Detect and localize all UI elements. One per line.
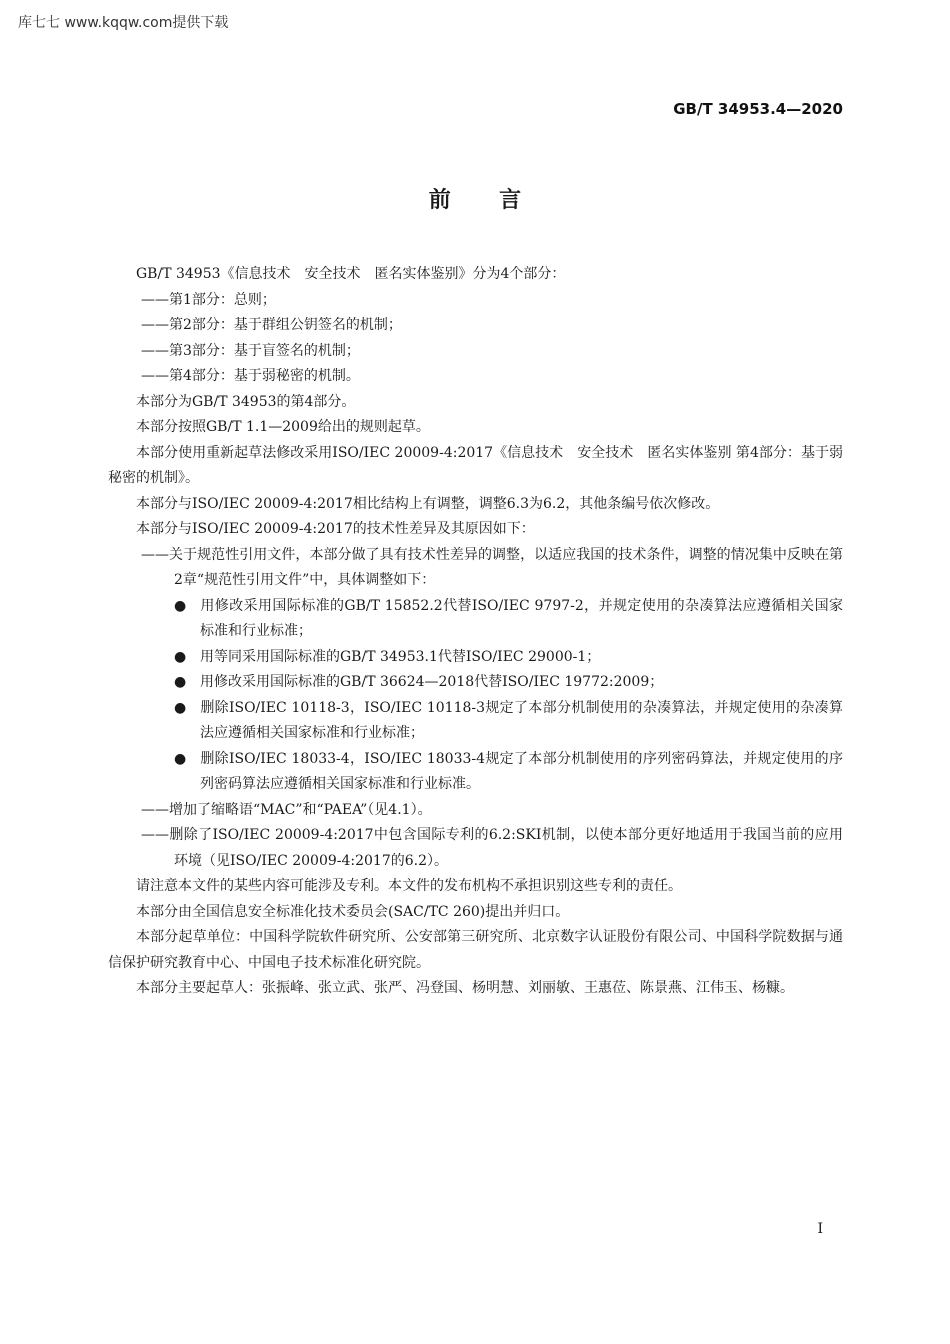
paragraph: GB/T 34953《信息技术 安全技术 匿名实体鉴别》分为4个部分： — [136, 266, 566, 282]
bullet-item — [108, 670, 843, 696]
paragraph: 请注意本文件的某些内容可能涉及专利。本文件的发布机构不承担识别这些专利的责任。 — [136, 878, 682, 894]
bullet-item — [108, 594, 843, 645]
paragraph: 本部分与ISO/IEC 20009-4:2017的技术性差异及其原因如下： — [136, 521, 535, 537]
dash-item: ——第1部分：总则； — [141, 291, 276, 308]
bullet-dot-icon: ● — [174, 648, 187, 665]
dash-item: ——第3部分：基于盲签名的机制； — [141, 342, 360, 359]
bullet-text: 删除ISO/IEC 18033-4，ISO/IEC 18033-4规定了本部分机制使用的序列密码算法，并规定使用的序列密码算法应遵循相关国家标准和行业标准。 — [200, 750, 843, 792]
dash-item: ——第4部分：基于弱秘密的机制。 — [141, 368, 360, 384]
dash-item: ——关于规范性引用文件，本部分做了具有技术性差异的调整，以适应我国的技术条件，调整的情况集中反映在第2章“规范性引用文件”中，具体调整如下： — [141, 546, 843, 588]
bullet-text: 用修改采用国际标准的GB/T 15852.2代替ISO/IEC 9797-2，并规定使用的杂凑算法应遵循相关国家标准和行业标准； — [200, 597, 843, 639]
dash-item: ——删除了ISO/IEC 20009-4:2017中包含国际专利的6.2:SKI机制，以使本部分更好地适用于我国当前的应用环境（见ISO/IEC 20009-4:2017的6.2）。 — [141, 827, 843, 869]
watermark-text: 库七七 www.kqqw.com提供下载 — [18, 15, 229, 31]
page-title: 前言 — [428, 188, 570, 213]
paragraph: 本部分主要起草人：张振峰、张立武、张严、冯登国、杨明慧、刘丽敏、王惠莅、陈景燕、江伟玉、杨糠。 — [136, 980, 794, 996]
dash-item: ——增加了缩略语“MAC”和“PAEA”（见4.1）。 — [141, 801, 432, 818]
paragraph: 本部分与ISO/IEC 20009-4:2017相比结构上有调整，调整6.3为6.2，其他条编号依次修改。 — [136, 495, 720, 512]
bullet-text: 用等同采用国际标准的GB/T 34953.1代替ISO/IEC 29000-1； — [200, 648, 601, 665]
bullet-text: 用修改采用国际标准的GB/T 36624—2018代替ISO/IEC 19772:2009； — [200, 674, 664, 690]
dash-item: ——第2部分：基于群组公钥签名的机制； — [141, 317, 402, 333]
paragraph: 本部分按照GB/T 1.1—2009给出的规则起草。 — [136, 419, 430, 435]
bullet-dot-icon: ● — [174, 674, 187, 690]
paragraph: 本部分由全国信息安全标准化技术委员会(SAC/TC 260)提出并归口。 — [136, 903, 570, 920]
document-code: GB/T 34953.4—2020 — [673, 100, 843, 118]
bullet-dot-icon: ● — [174, 750, 187, 767]
bullet-dot-icon: ● — [174, 699, 187, 716]
bullet-text: 删除ISO/IEC 10118-3，ISO/IEC 10118-3规定了本部分机制使用的杂凑算法，并规定使用的杂凑算法应遵循相关国家标准和行业标准； — [200, 699, 843, 741]
paragraph: 本部分起草单位：中国科学院软件研究所、公安部第三研究所、北京数字认证股份有限公司、中国科学院数据与通信保护研究教育中心、中国电子技术标准化研究院。 — [108, 929, 843, 971]
bullet-dot-icon: ● — [174, 597, 187, 614]
paragraph: 本部分使用重新起草法修改采用ISO/IEC 20009-4:2017《信息技术 安全技术 匿名实体鉴别 第4部分：基于弱秘密的机制》。 — [108, 444, 843, 486]
bullet-item — [108, 696, 843, 747]
bullet-item — [108, 645, 843, 671]
bullet-item — [108, 747, 843, 798]
foreword-body — [108, 262, 843, 1002]
paragraph: 本部分为GB/T 34953的第4部分。 — [136, 393, 356, 410]
page-number: I — [817, 1221, 823, 1237]
